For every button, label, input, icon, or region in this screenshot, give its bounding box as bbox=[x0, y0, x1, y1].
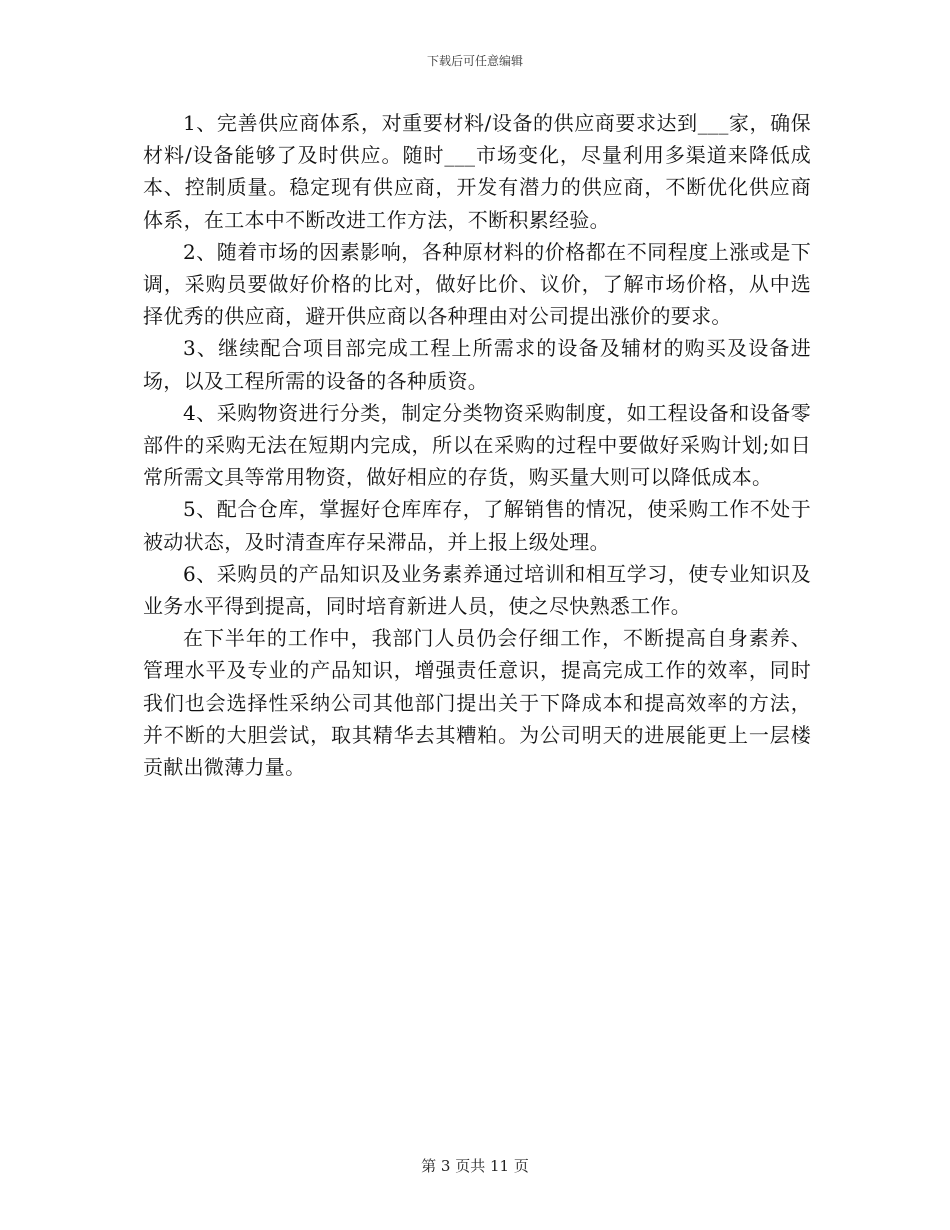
paragraph-1: 1、完善供应商体系，对重要材料/设备的供应商要求达到___家，确保材料/设备能够了及时供应。随时___市场变化，尽量利用多渠道来降低成本、控制质量。稳定现有供应商，开发有潜力的供应商，不断优化供应商体系，在工本中不断改进工作方法，不断积累经验。 bbox=[143, 111, 811, 232]
document-body bbox=[143, 107, 811, 783]
paragraph-4: 4、采购物资进行分类，制定分类物资采购制度，如工程设备和设备零部件的采购无法在短期内完成，所以在采购的过程中要做好采购计划;如日常所需文具等常用物资，做好相应的存货，购买量大则可以降低成本。 bbox=[143, 400, 811, 490]
paragraph-5: 5、配合仓库，掌握好仓库库存，了解销售的情况，使采购工作不处于被动状态，及时清查库存呆滞品，并上报上级处理。 bbox=[143, 497, 811, 554]
paragraph-2: 2、随着市场的因素影响，各种原材料的价格都在不同程度上涨或是下调，采购员要做好价格的比对，做好比价、议价，了解市场价格，从中选择优秀的供应商，避开供应商以各种理由对公司提出涨价的要求。 bbox=[143, 239, 811, 329]
page-number: 第 3 页共 11 页 bbox=[421, 1157, 529, 1175]
paragraph-conclusion: 在下半年的工作中，我部门人员仍会仔细工作，不断提高自身素养、管理水平及专业的产品知识，增强责任意识，提高完成工作的效率，同时我们也会选择性采纳公司其他部门提出关于下降成本和提高效率的方法，并不断的大胆尝试，取其精华去其糟粕。为公司明天的进展能更上一层楼贡献出微薄力量。 bbox=[143, 626, 811, 780]
paragraph-3: 3、继续配合项目部完成工程上所需求的设备及辅材的购买及设备进场，以及工程所需的设备的各种质资。 bbox=[143, 336, 811, 393]
paragraph-6: 6、采购员的产品知识及业务素养通过培训和相互学习，使专业知识及业务水平得到提高，同时培育新进人员，使之尽快熟悉工作。 bbox=[143, 561, 811, 619]
page-header: 下载后可任意编辑 bbox=[426, 54, 523, 68]
